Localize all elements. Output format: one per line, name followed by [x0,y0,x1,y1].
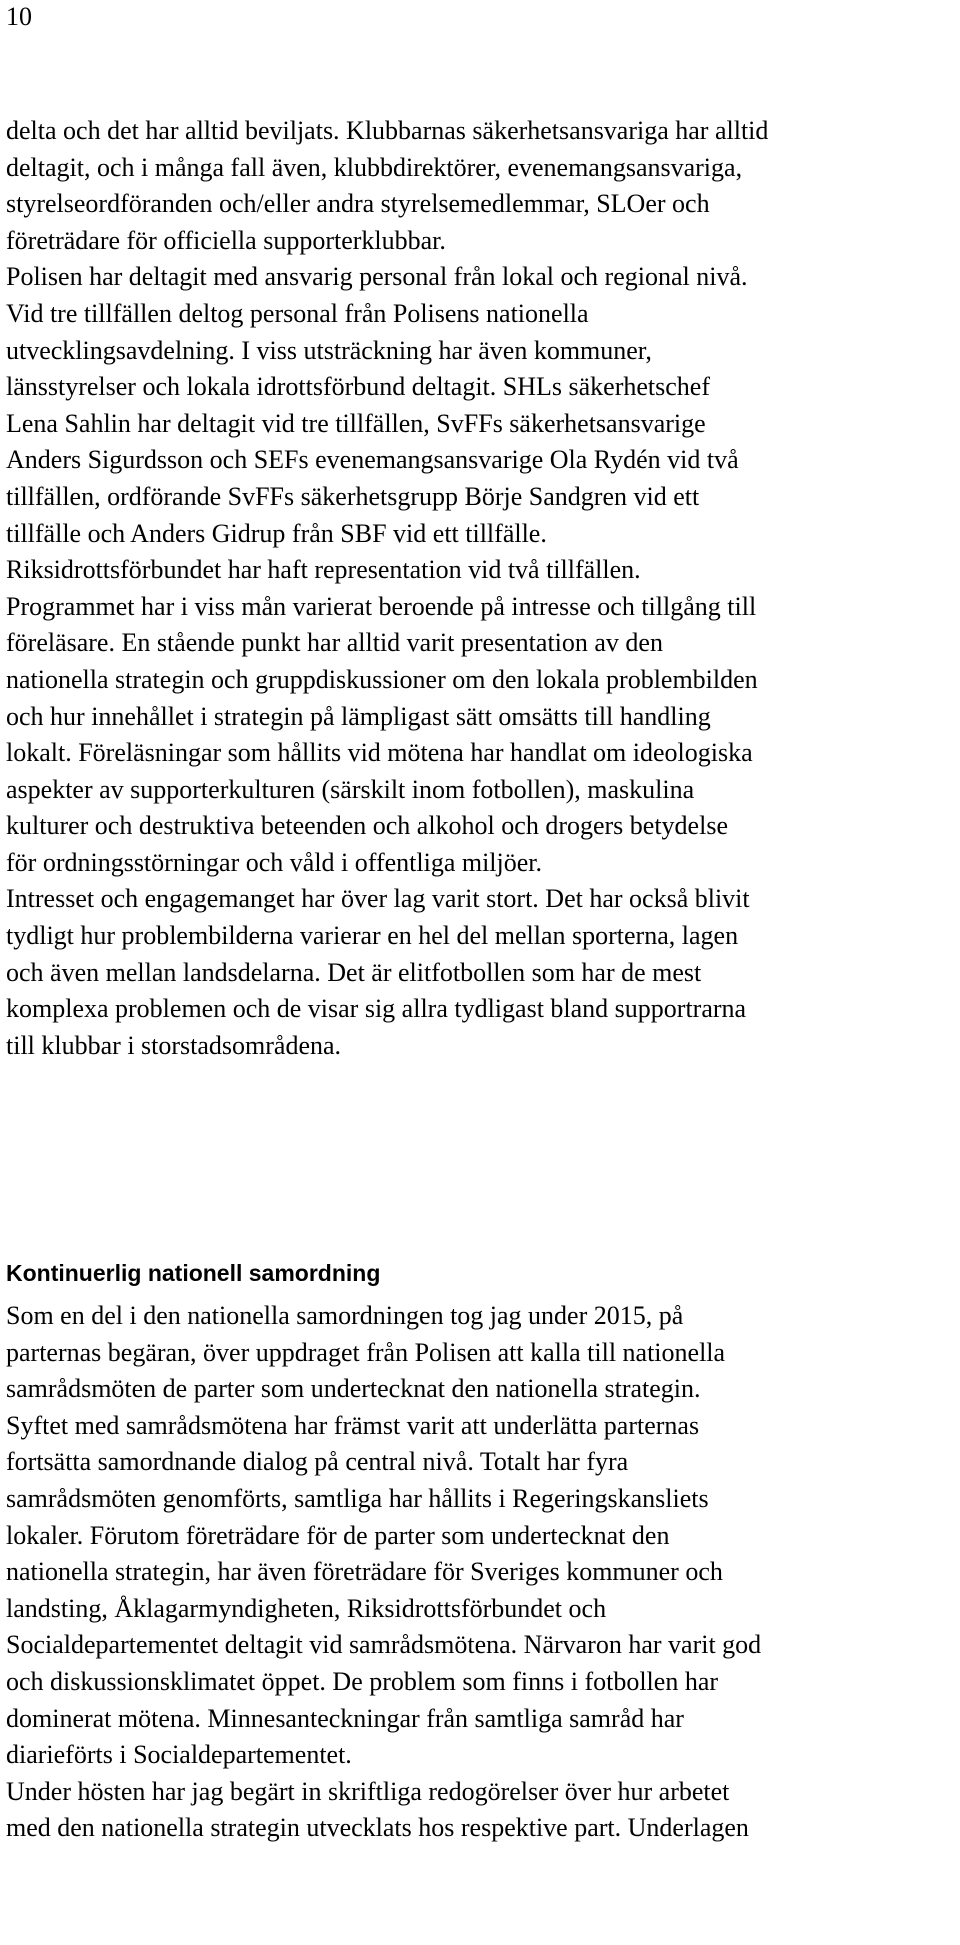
text-line: Lena Sahlin har deltagit vid tre tillfällen, SvFFs säkerhetsansvarige [6,408,706,438]
text-line: utvecklingsavdelning. I viss utsträckning har även kommuner, [6,335,652,365]
text-line: Riksidrottsförbundet har haft representation vid två tillfällen. [6,555,641,585]
text-line: och diskussionsklimatet öppet. De problem som finns i fotbollen har [6,1666,719,1696]
text-line: lokalt. Föreläsningar som hållits vid mötena har handlat om ideologiska [6,738,753,768]
text-line: Under hösten har jag begärt in skriftliga redogörelser över hur arbetet [6,1776,730,1806]
text-line: Socialdepartementet deltagit vid samrådsmötena. Närvaron har varit god [6,1630,762,1660]
text-line: fortsätta samordnande dialog på central nivå. Totalt har fyra [6,1447,629,1477]
text-line: samrådsmöten de parter som undertecknat den nationella strategin. [6,1374,701,1404]
text-line: till klubbar i storstadsområdena. [6,1030,342,1060]
text-line: styrelseordföranden och/eller andra styrelsemedlemmar, SLOer och [6,189,710,219]
text-line: och hur innehållet i strategin på lämpligast sätt omsätts till handling [6,701,711,731]
text-line: lokaler. Förutom företrädare för de parter som undertecknat den [6,1520,670,1550]
text-line: föreläsare. En stående punkt har alltid varit presentation av den [6,628,663,658]
text-line: Intresset och engagemanget har över lag varit stort. Det har också blivit [6,884,750,914]
text-line: Anders Sigurdsson och SEFs evenemangsansvarige Ola Rydén vid två [6,445,739,475]
text-line: kulturer och destruktiva beteenden och alkohol och drogers betydelse [6,811,728,841]
text-line: företrädare för officiella supporterklubbar. [6,225,446,255]
text-line: Programmet har i viss mån varierat beroende på intresse och tillgång till [6,591,757,621]
body-text-section-2 [6,1298,952,1847]
page-number: 10 [6,2,32,31]
text-line: nationella strategin och gruppdiskussioner om den lokala problembilden [6,664,758,694]
text-line: Vid tre tillfällen deltog personal från Polisens nationella [6,298,589,328]
text-line: Syftet med samrådsmötena har främst varit att underlätta parternas [6,1410,700,1440]
text-line: länsstyrelser och lokala idrottsförbund deltagit. SHLs säkerhetschef [6,372,710,402]
text-line: tydligt hur problembilderna varierar en hel del mellan sporterna, lagen [6,921,739,951]
section-heading: Kontinuerlig nationell samordning [6,1260,381,1286]
text-line: och även mellan landsdelarna. Det är elitfotbollen som har de mest [6,957,702,987]
text-line: delta och det har alltid beviljats. Klubbarnas säkerhetsansvariga har alltid [6,116,769,145]
text-line: Polisen har deltagit med ansvarig personal från lokal och regional nivå. [6,262,748,292]
text-line: komplexa problemen och de visar sig allra tydligast bland supportrarna [6,994,747,1024]
text-line: tillfällen, ordförande SvFFs säkerhetsgrupp Börje Sandgren vid ett [6,481,700,511]
text-line: landsting, Åklagarmyndigheten, Riksidrottsförbundet och [6,1593,607,1623]
text-line: nationella strategin, har även företrädare för Sveriges kommuner och [6,1557,723,1587]
text-line: diarieförts i Socialdepartementet. [6,1740,352,1770]
text-line: med den nationella strategin utvecklats hos respektive part. Underlagen [6,1813,749,1843]
body-text-section-1 [6,113,952,1064]
text-line: parternas begäran, över uppdraget från Polisen att kalla till nationella [6,1337,726,1367]
text-line: Som en del i den nationella samordningen tog jag under 2015, på [6,1301,684,1330]
text-line: aspekter av supporterkulturen (särskilt inom fotbollen), maskulina [6,774,695,804]
text-line: samrådsmöten genomförts, samtliga har hållits i Regeringskansliets [6,1483,709,1513]
text-line: dominerat mötena. Minnesanteckningar från samtliga samråd har [6,1703,684,1733]
text-line: deltagit, och i många fall även, klubbdirektörer, evenemangsansvariga, [6,152,743,182]
text-line: för ordningsstörningar och våld i offentliga miljöer. [6,847,543,877]
text-line: tillfälle och Anders Gidrup från SBF vid ett tillfälle. [6,518,547,548]
